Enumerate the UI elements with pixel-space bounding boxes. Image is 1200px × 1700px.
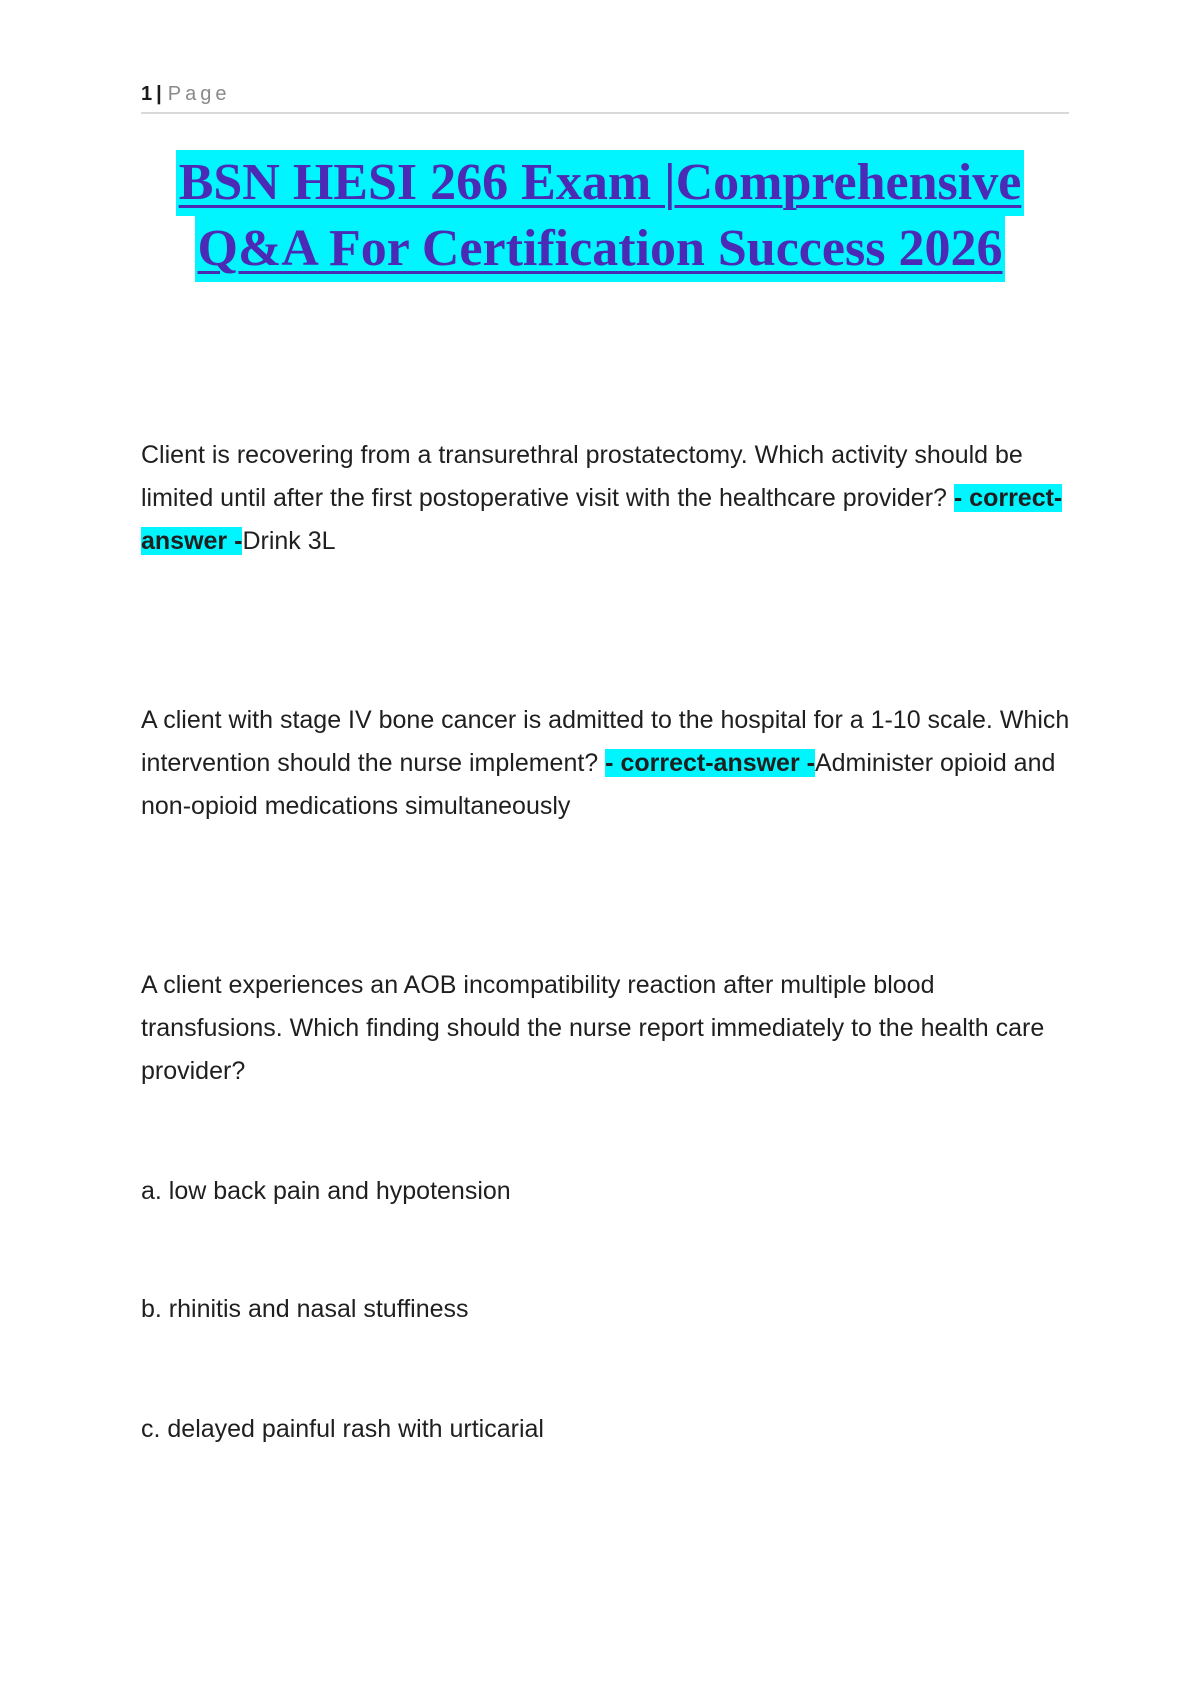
title-line-2: Q&A For Certification Success 2026 (195, 216, 1006, 282)
question-1 (141, 434, 1071, 563)
question-text: Client is recovering from a transurethral prostatectomy. Which activity should be limited until after the first postoperative visit with the healthcare provider? (141, 441, 1023, 512)
question-2 (141, 699, 1071, 828)
page-header (141, 80, 1069, 114)
page-label: Page (167, 83, 231, 105)
correct-answer-marker: - correct-answer - (141, 484, 1063, 555)
answer-text: Administer opioid and non-opioid medications simultaneously (141, 749, 1056, 820)
option-c: c. delayed painful rash with urticarial (141, 1415, 544, 1443)
document-title (100, 150, 1100, 282)
title-line-1: BSN HESI 266 Exam |Comprehensive (176, 150, 1025, 216)
option-b: b. rhinitis and nasal stuffiness (141, 1295, 469, 1323)
header-separator: | (156, 83, 162, 105)
correct-answer-marker: - correct-answer - (605, 749, 815, 777)
question-3 (141, 964, 1071, 1093)
answer-text: Drink 3L (242, 527, 336, 555)
page-number: 1 (141, 83, 153, 105)
option-a: a. low back pain and hypotension (141, 1177, 511, 1205)
question-text: A client with stage IV bone cancer is admitted to the hospital for a 1-10 scale. Which intervention should the nurse implement? (141, 706, 1070, 777)
question-text: A client experiences an AOB incompatibility reaction after multiple blood transfusions. Which finding should the nurse report immediately to the health care provider? (141, 971, 1045, 1085)
